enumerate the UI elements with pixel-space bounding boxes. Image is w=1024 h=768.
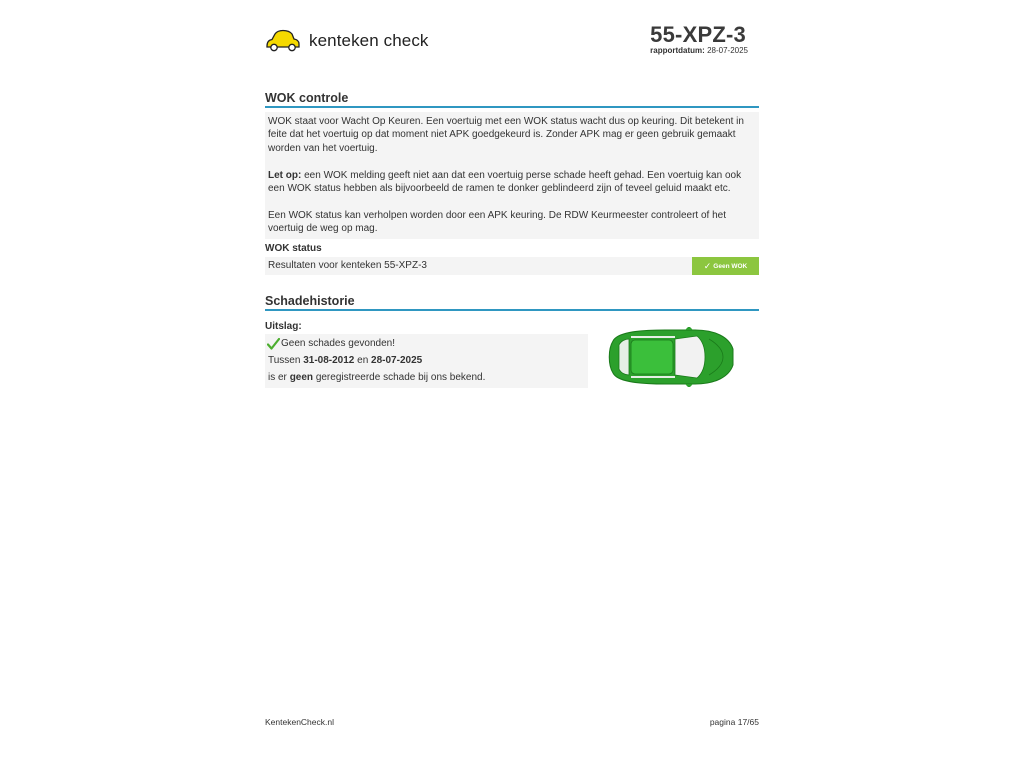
let-op-label: Let op:: [268, 169, 302, 181]
logo: [265, 28, 429, 54]
plate-block: [650, 22, 748, 55]
section-title-wok: WOK controle: [265, 91, 759, 108]
section-title-damage: Schadehistorie: [265, 294, 759, 311]
report-date-value: 28-07-2025: [707, 46, 748, 55]
wok-info-box: [265, 112, 759, 239]
no-damage-text: Geen schades gevonden!: [281, 338, 395, 349]
damage-summary-line: is er geen geregistreerde schade bij ons bekend.: [268, 372, 486, 383]
report-page: [265, 0, 759, 768]
report-date-label: rapportdatum:: [650, 46, 705, 55]
date-from: 31-08-2012: [303, 355, 355, 366]
wok-status-text: Resultaten voor kenteken 55-XPZ-3: [268, 260, 427, 271]
car-logo-icon: [265, 29, 301, 53]
wok-paragraph-2: Let op: een WOK melding geeft niet aan dat een voertuig perse schade heeft gehad. Een voertuig kan ook een WOK status hebben als bijvoorbeeld de ramen te donker geblindeerd zijn of teveel geluid maakt etc.: [268, 169, 742, 195]
date-to: 28-07-2025: [371, 355, 423, 366]
period-line: Tussen 31-08-2012 en 28-07-2025: [268, 355, 423, 366]
wok-status-heading: WOK status: [265, 243, 322, 254]
footer-site: KentekenCheck.nl: [265, 717, 334, 727]
logo-text: kenteken check: [309, 31, 429, 50]
page-number: pagina 17/65: [709, 717, 759, 727]
wok-paragraph-3: Een WOK status kan verholpen worden door een APK keuring. De RDW Keurmeester controleert of het voertuig de weg op mag.: [268, 209, 727, 235]
result-label: Uitslag:: [265, 321, 302, 332]
license-plate: 55-XPZ-3: [650, 22, 746, 47]
check-icon: [267, 338, 280, 350]
check-icon: ✓: [703, 260, 712, 271]
wok-paragraph-1: WOK staat voor Wacht Op Keuren. Een voertuig met een WOK status wacht dus op keuring. Dit betekent in feite dat het voertuig op dat moment niet APK goedgekeurd is. Zonder APK mag er geen gebruik gemaakt worden van het voertuig.: [268, 116, 744, 154]
car-top-view-icon: [605, 327, 735, 387]
report-date: [650, 46, 748, 55]
status-badge-label: Geen WOK: [713, 262, 748, 270]
damage-result-box: [265, 334, 588, 388]
status-badge: [692, 257, 759, 275]
wok-status-row: [265, 257, 759, 275]
